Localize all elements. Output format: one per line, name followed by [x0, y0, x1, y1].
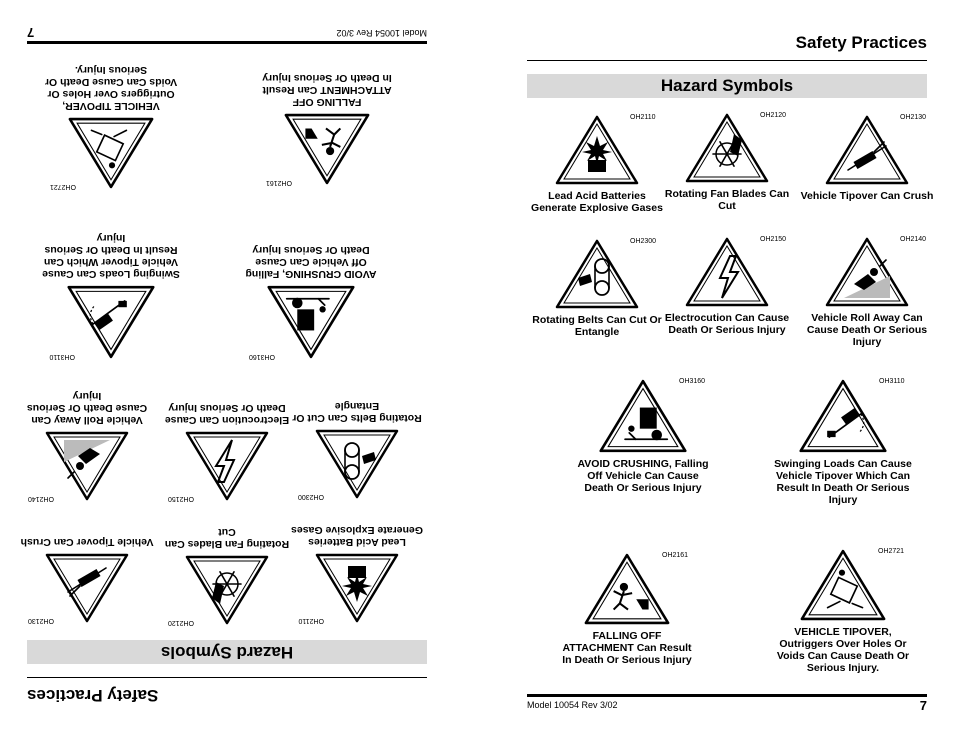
- symbol-code: OH3160: [679, 378, 706, 385]
- lightning-bolt-icon: [684, 236, 770, 308]
- footer-page-number: 7: [27, 25, 35, 40]
- page-header-title: Safety Practices: [27, 686, 159, 705]
- symbol-code: OH2150: [167, 495, 194, 502]
- hazard-symbol-item: [241, 244, 381, 360]
- fan-blade-icon: [184, 554, 270, 626]
- hazard-symbol-item: [657, 236, 797, 336]
- vehicle-tipover-icon: [44, 552, 130, 624]
- swinging-load-icon: [797, 378, 889, 454]
- hazard-symbol-item: [773, 548, 913, 674]
- vehicle-tipover-icon: [824, 114, 910, 186]
- symbol-code: OH2110: [298, 617, 324, 624]
- hazard-symbol-item: [657, 112, 797, 212]
- symbol-code: OH2300: [630, 238, 657, 245]
- symbol-code: OH2161: [662, 552, 689, 559]
- battery-explosion-icon: [314, 552, 400, 624]
- section-banner: Hazard Symbols: [527, 74, 927, 98]
- footer-page-number: 7: [919, 698, 927, 713]
- symbol-caption: Lead Acid Batteries Generate Explosive Gases: [531, 190, 663, 214]
- crushing-fall-icon: [265, 284, 357, 360]
- symbol-caption: Vehicle Tipover Can Crush: [20, 536, 154, 548]
- symbol-code: OH2721: [49, 183, 76, 190]
- footer-model: Model 10054 Rev 3/02: [336, 28, 427, 38]
- symbol-caption: FALLING OFF ATTACHMENT Can Result In Death Or Serious Injury: [262, 72, 392, 108]
- header-rule: [527, 60, 927, 61]
- vehicle-rollaway-icon: [824, 236, 910, 308]
- symbol-code: OH2120: [760, 112, 787, 119]
- footer-rule: [27, 41, 427, 44]
- symbol-code: OH2150: [760, 236, 787, 243]
- symbol-caption: Swinging Loads Can Cause Vehicle Tipover Which Can Result In Death Or Serious Injury: [774, 458, 912, 506]
- hazard-symbol-item: [797, 114, 937, 202]
- symbol-caption: VEHICLE TIPOVER, Outriggers Over Holes Or Voids Can Cause Death Or Serious Injury.: [776, 626, 910, 674]
- right-page: [477, 0, 954, 738]
- symbol-caption: Vehicle Tipover Can Crush: [800, 190, 934, 202]
- symbol-code: OH2161: [265, 179, 292, 186]
- hazard-symbol-item: [573, 378, 713, 494]
- symbol-code: OH3160: [248, 353, 275, 360]
- swinging-load-icon: [65, 284, 157, 360]
- hazard-symbol-item: [287, 524, 427, 624]
- battery-explosion-icon: [554, 114, 640, 186]
- symbol-caption: AVOID CRUSHING, Falling Off Vehicle Can Cause Death Or Serious Injury: [577, 458, 709, 494]
- hazard-symbol-item: [773, 378, 913, 506]
- attachment-fall-icon: [282, 112, 372, 186]
- symbol-caption: FALLING OFF ATTACHMENT Can Result In Death Or Serious Injury: [562, 630, 692, 666]
- symbol-caption: Electrocution Can Cause Death Or Serious Injury: [164, 402, 290, 426]
- hazard-symbol-item: [527, 114, 667, 214]
- footer-model: Model 10054 Rev 3/02: [527, 700, 618, 710]
- symbol-caption: Rotating Belts Can Cut Or Entangle: [292, 400, 422, 424]
- symbol-code: OH2130: [900, 114, 927, 121]
- hazard-symbol-item: [41, 64, 181, 190]
- outrigger-tipover-icon: [66, 116, 156, 190]
- symbol-code: OH2110: [630, 114, 656, 121]
- outrigger-tipover-icon: [798, 548, 888, 622]
- symbol-caption: Vehicle Roll Away Can Cause Death Or Serious Injury: [806, 312, 928, 348]
- hazard-symbol-item: [17, 536, 157, 624]
- hazard-symbol-item: [797, 236, 937, 348]
- hazard-symbol-item: [157, 402, 297, 502]
- header-rule: [27, 677, 427, 678]
- symbol-caption: Rotating Fan Blades Can Cut: [164, 526, 290, 550]
- symbol-code: OH3110: [49, 353, 75, 360]
- fan-blade-icon: [684, 112, 770, 184]
- hazard-symbol-item: [157, 526, 297, 626]
- symbol-caption: Swinging Loads Can Cause Vehicle Tipover Which Can Result In Death Or Serious Injury: [42, 232, 180, 280]
- hazard-symbol-item: [527, 238, 667, 338]
- section-banner: Hazard Symbols: [27, 640, 427, 664]
- hazard-symbol-item: [41, 232, 181, 360]
- symbol-code: OH2140: [27, 495, 54, 502]
- symbol-code: OH2721: [878, 548, 905, 555]
- hazard-symbol-item: [257, 72, 397, 186]
- page-header-title: Safety Practices: [795, 33, 927, 52]
- symbol-caption: Lead Acid Batteries Generate Explosive Gases: [291, 524, 423, 548]
- symbol-caption: VEHICLE TIPOVER, Outriggers Over Holes Or Voids Can Cause Death Or Serious Injury.: [44, 64, 178, 112]
- symbol-caption: Electrocution Can Cause Death Or Serious Injury: [664, 312, 790, 336]
- symbol-caption: AVOID CRUSHING, Falling Off Vehicle Can Cause Death Or Serious Injury: [245, 244, 377, 280]
- belt-entangle-icon: [314, 428, 400, 500]
- crushing-fall-icon: [597, 378, 689, 454]
- symbol-caption: Rotating Belts Can Cut Or Entangle: [532, 314, 662, 338]
- symbol-code: OH2140: [900, 236, 927, 243]
- symbol-code: OH2300: [297, 493, 324, 500]
- symbol-code: OH2120: [167, 619, 194, 626]
- hazard-symbol-item: [17, 390, 157, 502]
- attachment-fall-icon: [582, 552, 672, 626]
- symbol-code: OH3110: [879, 378, 905, 385]
- vehicle-rollaway-icon: [44, 430, 130, 502]
- belt-entangle-icon: [554, 238, 640, 310]
- symbol-caption: Rotating Fan Blades Can Cut: [664, 188, 790, 212]
- symbol-caption: Vehicle Roll Away Can Cause Death Or Serious Injury: [26, 390, 148, 426]
- symbol-code: OH2130: [27, 617, 54, 624]
- hazard-symbol-item: [557, 552, 697, 666]
- lightning-bolt-icon: [184, 430, 270, 502]
- hazard-symbol-item: [287, 400, 427, 500]
- footer-rule: [527, 694, 927, 697]
